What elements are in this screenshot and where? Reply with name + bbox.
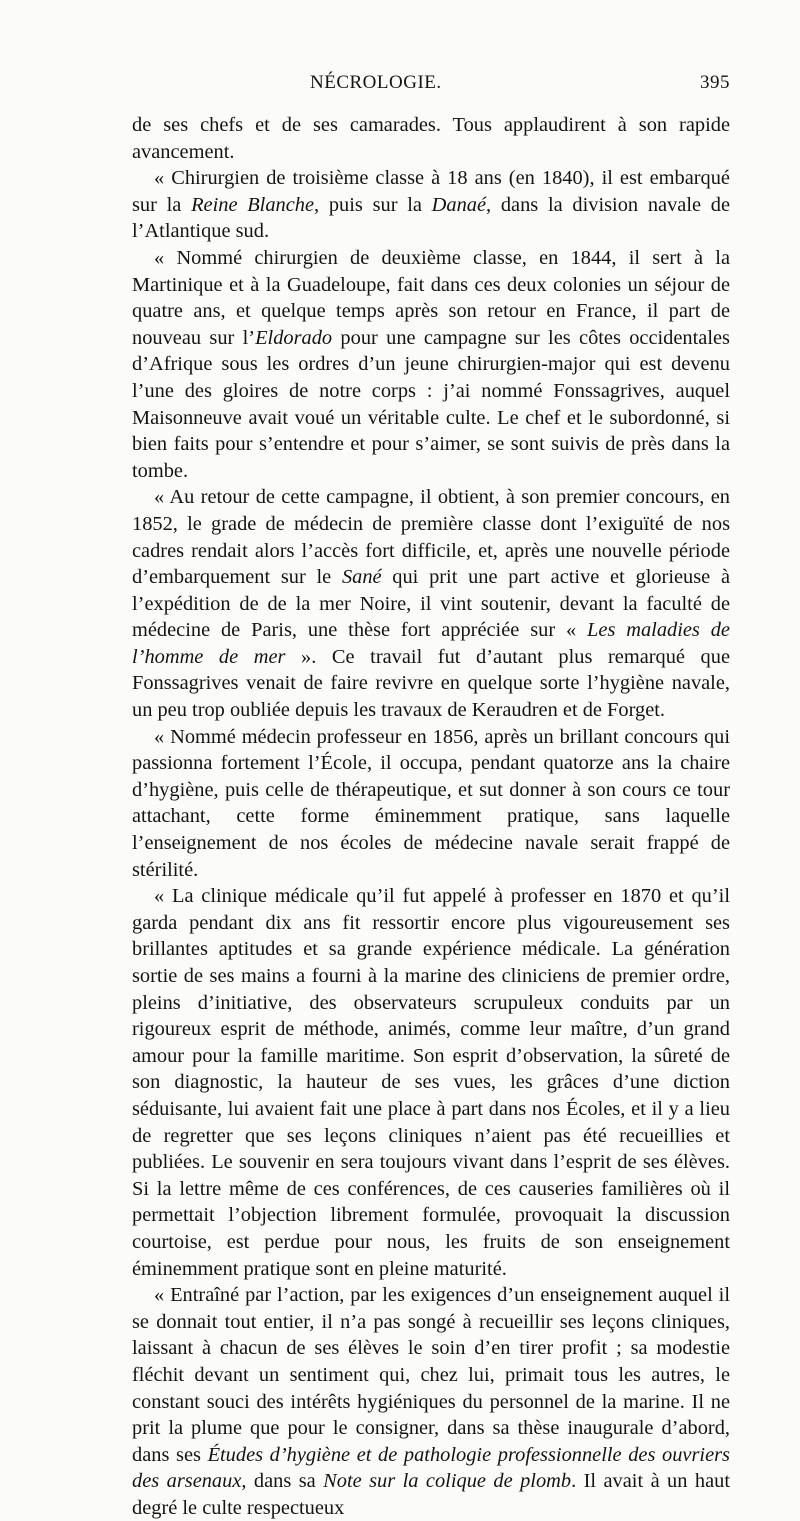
- text-run: , dans la division navale de l’Atlantique sud.: [132, 193, 731, 243]
- paragraph: [132, 245, 730, 484]
- italic-title: Reine Blanche: [191, 193, 315, 216]
- text-run: qui prit une part active et glorieuse à l’expédition de de la mer Noire, il vint soutenir, devant la faculté de médecine de Paris, une thèse fort appréciée sur «: [132, 566, 731, 642]
- text-run: « Nommé chirurgien de deuxième classe, en 1844, il sert à la Martinique et à la Guadeloupe, fait dans ces deux colonies un séjour de quatre ans, et quelque temps après son retour en France, il part de nouveau sur l’: [132, 246, 730, 349]
- text-run: , dans sa: [241, 1470, 324, 1493]
- paragraph: [132, 883, 730, 1282]
- italic-title: Sané: [341, 566, 382, 589]
- italic-title: Danaé: [431, 193, 487, 216]
- text-run: « La clinique médicale qu’il fut appelé à professer en 1870 et qu’il garda pendant dix ans fit ressortir encore plus vigoureusement ses brillantes aptitudes et sa grande expérience médicale. La génération sortie de ses mains a fourni à la marine des cliniciens de premier ordre, pleins d’initiative, des observateurs scrupuleux conduits par un rigoureux esprit de méthode, animés, comme leur maître, d’un grand amour pour la famille maritime. Son esprit d’observation, la sûreté de son diagnostic, la hauteur de ses vues, les grâces d’une diction séduisante, lui avaient fait une place à part dans nos Écoles, et il y a lieu de regretter que ses leçons cliniques n’aient pas été recueillies et publiées. Le souvenir en sera toujours vivant dans l’esprit de ses élèves. Si la lettre même de ces conférences, de ces causeries familières où il permettait l’objection librement formulée, provoquait la discussion courtoise, est perdue pour nous, les fruits de son enseignement éminemment pratique sont en pleine maturité.: [132, 885, 730, 1280]
- text-run: « Nommé médecin professeur en 1856, après un brillant concours qui passionna fortement l’École, il occupa, pendant quatorze ans la chaire d’hygiène, puis celle de thérapeutique, et sut donner à son cours ce tour attachant, cette forme éminemment pratique, sans laquelle l’enseignement de nos écoles de médecine navale serait frappé de stérilité.: [132, 725, 730, 881]
- italic-title: Eldorado: [255, 326, 333, 349]
- article-body: [132, 112, 730, 1521]
- paragraph: [132, 112, 730, 165]
- paragraph: [132, 724, 730, 884]
- text-run: « Chirurgien de troisième classe à 18 ans (en 1840), il est embarqué sur la: [132, 167, 730, 216]
- italic-title: Les maladies de l’homme de mer: [132, 619, 730, 668]
- text-run: . Il avait à un haut degré le culte respectueux: [132, 1470, 730, 1519]
- text-run: « Entraîné par l’action, par les exigences d’un enseignement auquel il se donnait tout entier, il n’a pas songé à recueillir ses leçons cliniques, laissant à chacun de ses élèves le soin d’en tirer profit ; sa modestie fléchit devant un sentiment qui, chez lui, primait tous les autres, le constant souci des intérêts hygiéniques du personnel de la marine. Il ne prit la plume que pour le consigner, dans sa thèse inaugurale d’abord, dans ses: [132, 1284, 730, 1466]
- text-run: ». Ce travail fut d’autant plus remarqué que Fonssagrives venait de faire revivre en quelque sorte l’hygiène navale, un peu trop oubliée depuis les travaux de Keraudren et de Forget.: [132, 645, 730, 722]
- italic-title: Note sur la colique de plomb: [323, 1470, 572, 1493]
- paragraph: [132, 165, 730, 245]
- running-header: [132, 72, 730, 112]
- text-run: pour une campagne sur les côtes occidentales d’Afrique sous les ordres d’un jeune chirurgien-major qui est devenu l’une des gloires de notre corps : j’ai nommé Fonssagrives, auquel Maisonneuve avait voué un véritable culte. Le chef et le subordonné, si bien faits pour s’entendre et pour s’aimer, se sont suivis de près dans la tombe.: [132, 326, 730, 482]
- running-title: NÉCROLOGIE.: [310, 72, 442, 93]
- paragraph: [132, 1282, 730, 1521]
- text-run: « Au retour de cette campagne, il obtient, à son premier concours, en 1852, le grade de médecin de première classe dont l’exiguïté de nos cadres rendait alors l’accès fort difficile, et, après une nouvelle période d’embarquement sur le: [132, 486, 730, 589]
- text-run: de ses chefs et de ses camarades. Tous applaudirent à son rapide avancement.: [132, 114, 730, 163]
- italic-title: Études d’hygiène et de pathologie professionnelle des ouvriers des arsenaux: [132, 1443, 730, 1493]
- paragraph: [132, 484, 730, 723]
- text-run: , puis sur la: [314, 193, 432, 216]
- page-number: 395: [700, 72, 730, 93]
